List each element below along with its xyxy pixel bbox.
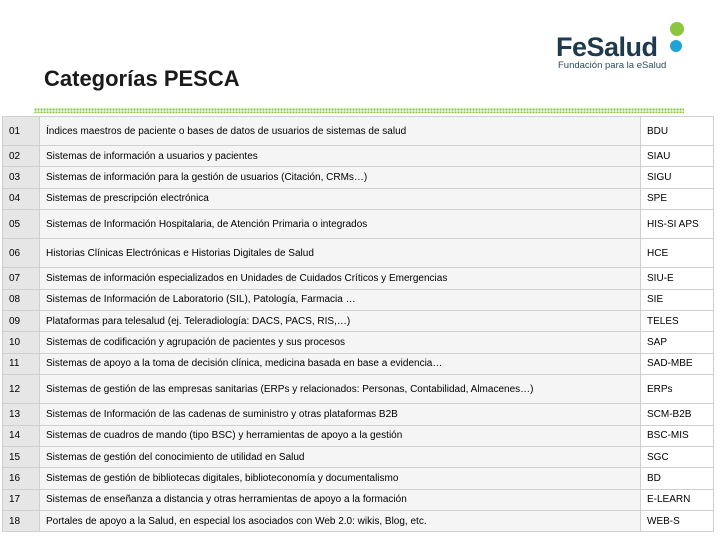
row-description: Sistemas de enseñanza a distancia y otras herramientas de apoyo a la formación bbox=[40, 489, 641, 510]
table-row bbox=[3, 188, 714, 209]
row-code: E-LEARN bbox=[641, 489, 714, 510]
row-code: BDU bbox=[641, 117, 714, 146]
row-code: SAD-MBE bbox=[641, 353, 714, 374]
categories-table bbox=[2, 116, 714, 532]
table-row bbox=[3, 375, 714, 404]
row-code: BD bbox=[641, 468, 714, 489]
table-row bbox=[3, 511, 714, 532]
row-code: SIU-E bbox=[641, 268, 714, 289]
row-number: 07 bbox=[3, 268, 40, 289]
row-description: Sistemas de gestión de las empresas sanitarias (ERPs y relacionados: Personas, Contabilidad, Almacenes…) bbox=[40, 375, 641, 404]
table-row bbox=[3, 446, 714, 467]
row-code: HCE bbox=[641, 239, 714, 268]
logo-green-dot-icon bbox=[670, 22, 684, 36]
row-number: 06 bbox=[3, 239, 40, 268]
row-number: 13 bbox=[3, 404, 40, 425]
logo-blue-dot-icon bbox=[670, 40, 682, 52]
row-code: ERPs bbox=[641, 375, 714, 404]
table-row bbox=[3, 239, 714, 268]
row-description: Sistemas de codificación y agrupación de pacientes y sus procesos bbox=[40, 332, 641, 353]
row-code: WEB-S bbox=[641, 511, 714, 532]
row-number: 15 bbox=[3, 446, 40, 467]
row-number: 11 bbox=[3, 353, 40, 374]
table-row bbox=[3, 489, 714, 510]
row-description: Sistemas de cuadros de mando (tipo BSC) y herramientas de apoyo a la gestión bbox=[40, 425, 641, 446]
row-description: Sistemas de Información de las cadenas de suministro y otras plataformas B2B bbox=[40, 404, 641, 425]
row-code: BSC-MIS bbox=[641, 425, 714, 446]
row-code: HIS-SI APS bbox=[641, 210, 714, 239]
row-code: SIGU bbox=[641, 167, 714, 188]
table-row bbox=[3, 353, 714, 374]
table-row bbox=[3, 210, 714, 239]
row-number: 16 bbox=[3, 468, 40, 489]
row-description: Sistemas de información especializados en Unidades de Cuidados Críticos y Emergencias bbox=[40, 268, 641, 289]
row-description: Historias Clínicas Electrónicas e Historias Digitales de Salud bbox=[40, 239, 641, 268]
row-description: Sistemas de información para la gestión de usuarios (Citación, CRMs…) bbox=[40, 167, 641, 188]
row-code: TELES bbox=[641, 310, 714, 331]
table-row bbox=[3, 289, 714, 310]
table-row bbox=[3, 117, 714, 146]
row-code: SGC bbox=[641, 446, 714, 467]
dotted-divider bbox=[34, 108, 684, 113]
row-description: Sistemas de Información Hospitalaria, de Atención Primaria o integrados bbox=[40, 210, 641, 239]
fesalud-logo bbox=[556, 22, 696, 72]
row-number: 18 bbox=[3, 511, 40, 532]
row-description: Índices maestros de paciente o bases de datos de usuarios de sistemas de salud bbox=[40, 117, 641, 146]
row-number: 01 bbox=[3, 117, 40, 146]
row-number: 10 bbox=[3, 332, 40, 353]
row-number: 05 bbox=[3, 210, 40, 239]
logo-subtitle: Fundación para la eSalud bbox=[558, 60, 667, 71]
row-description: Sistemas de gestión del conocimiento de utilidad en Salud bbox=[40, 446, 641, 467]
row-description: Portales de apoyo a la Salud, en especial los asociados con Web 2.0: wikis, Blog, etc. bbox=[40, 511, 641, 532]
table-row bbox=[3, 146, 714, 167]
row-number: 17 bbox=[3, 489, 40, 510]
logo-name: FeSalud bbox=[556, 32, 658, 62]
row-code: SIE bbox=[641, 289, 714, 310]
row-description: Sistemas de gestión de bibliotecas digitales, biblioteconomía y documentalismo bbox=[40, 468, 641, 489]
row-number: 14 bbox=[3, 425, 40, 446]
table-row bbox=[3, 404, 714, 425]
row-number: 04 bbox=[3, 188, 40, 209]
table-row bbox=[3, 468, 714, 489]
row-description: Sistemas de prescripción electrónica bbox=[40, 188, 641, 209]
row-number: 08 bbox=[3, 289, 40, 310]
row-number: 12 bbox=[3, 375, 40, 404]
row-number: 02 bbox=[3, 146, 40, 167]
table-row bbox=[3, 425, 714, 446]
table-row bbox=[3, 332, 714, 353]
row-code: SCM-B2B bbox=[641, 404, 714, 425]
row-description: Sistemas de apoyo a la toma de decisión clínica, medicina basada en base a evidencia… bbox=[40, 353, 641, 374]
table-row bbox=[3, 167, 714, 188]
page-title: Categorías PESCA bbox=[44, 66, 240, 91]
row-code: SIAU bbox=[641, 146, 714, 167]
row-code: SAP bbox=[641, 332, 714, 353]
row-description: Plataformas para telesalud (ej. Teleradiología: DACS, PACS, RIS,…) bbox=[40, 310, 641, 331]
row-description: Sistemas de Información de Laboratorio (SIL), Patología, Farmacia … bbox=[40, 289, 641, 310]
table-row bbox=[3, 268, 714, 289]
table-row bbox=[3, 310, 714, 331]
row-number: 03 bbox=[3, 167, 40, 188]
row-description: Sistemas de información a usuarios y pacientes bbox=[40, 146, 641, 167]
row-number: 09 bbox=[3, 310, 40, 331]
row-code: SPE bbox=[641, 188, 714, 209]
